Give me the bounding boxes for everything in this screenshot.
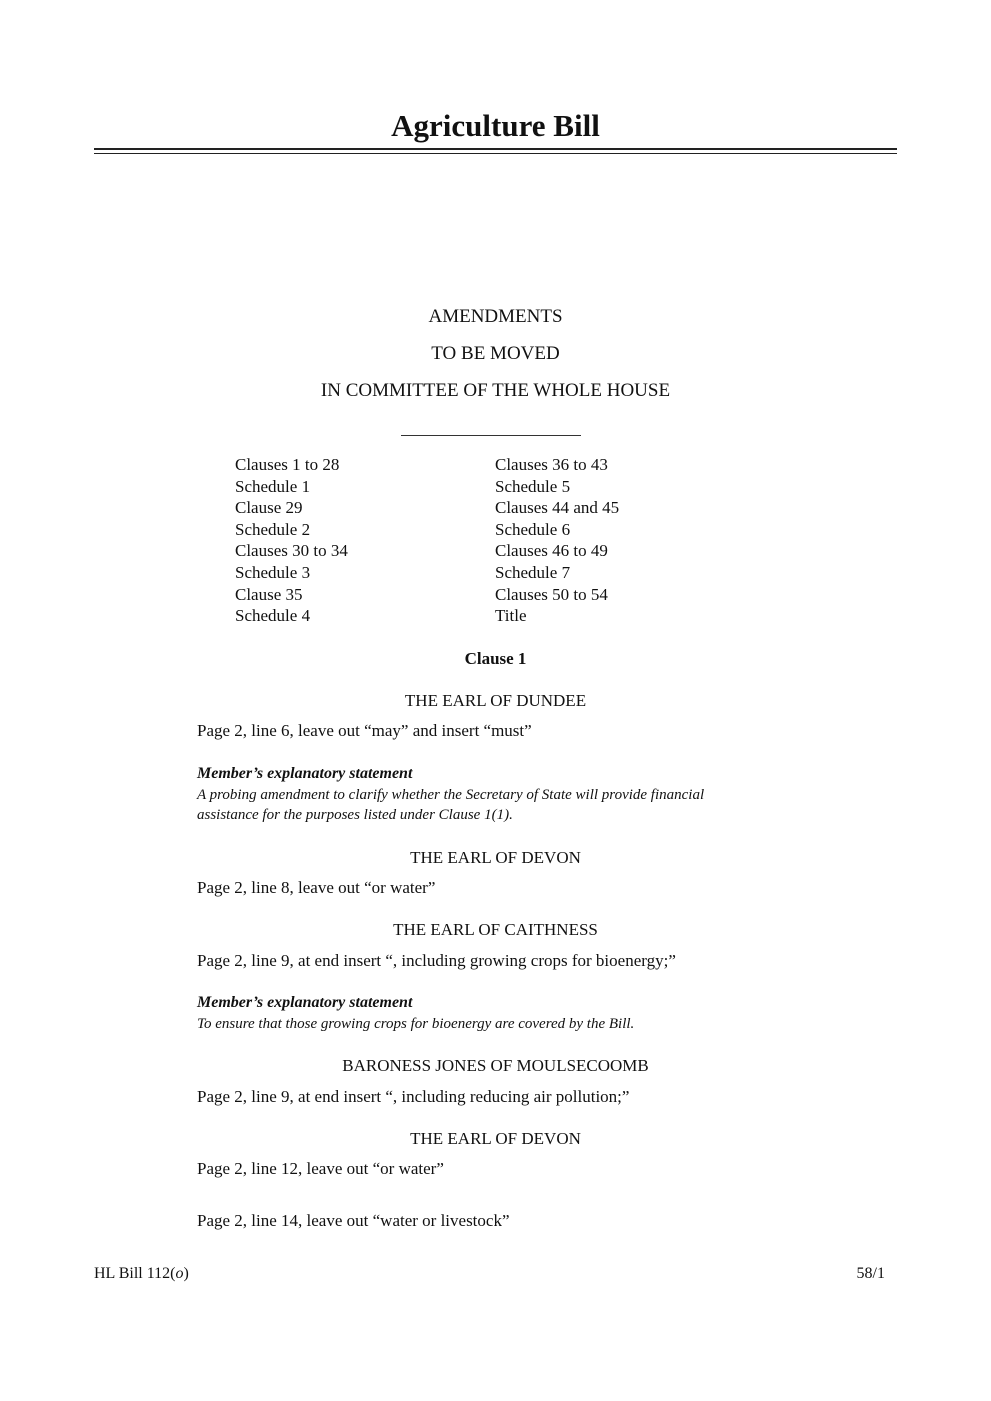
contents-item: Clauses 46 to 49 xyxy=(495,541,608,561)
amendment-text: Page 2, line 9, at end insert “, including growing crops for bioenergy;” xyxy=(197,951,676,970)
contents-item: Schedule 3 xyxy=(235,562,311,582)
title-rule-thick xyxy=(94,148,897,150)
amendment-mover: BARONESS JONES OF MOULSECOOMB xyxy=(342,1056,649,1075)
section-divider xyxy=(401,435,581,436)
amendment-text: Page 2, line 14, leave out “water or livestock” xyxy=(197,1211,510,1230)
amendment-text: Page 2, line 6, leave out “may” and insert “must” xyxy=(197,721,532,740)
contents-right-column xyxy=(495,454,619,627)
document-title: Agriculture Bill xyxy=(391,108,600,143)
page-reference: 58/1 xyxy=(856,1265,885,1282)
heading-line-amendments: AMENDMENTS xyxy=(428,306,563,327)
amendment-mover: THE EARL OF DEVON xyxy=(410,1129,581,1148)
amendment-text: Page 2, line 12, leave out “or water” xyxy=(197,1159,444,1178)
explanatory-statement-line: A probing amendment to clarify whether the Secretary of State will provide financial xyxy=(197,787,705,803)
explanatory-statement-line: To ensure that those growing crops for bioenergy are covered by the Bill. xyxy=(197,1016,635,1032)
contents-item: Clauses 36 to 43 xyxy=(495,455,608,474)
contents-left-column xyxy=(235,454,348,627)
amendment-mover: THE EARL OF DUNDEE xyxy=(404,691,587,710)
contents-item: Schedule 4 xyxy=(235,606,311,626)
amendment-mover: THE EARL OF DEVON xyxy=(410,848,581,867)
amendment-text: Page 2, line 9, at end insert “, including reducing air pollution;” xyxy=(197,1087,630,1106)
bill-reference xyxy=(94,1263,189,1285)
contents-item: Schedule 1 xyxy=(235,476,311,496)
contents-item: Clauses 30 to 34 xyxy=(235,541,348,561)
contents-item: Schedule 7 xyxy=(495,562,571,582)
amendment-text: Page 2, line 8, leave out “or water” xyxy=(197,878,436,897)
amendment-mover: THE EARL OF CAITHNESS xyxy=(393,920,598,939)
clause-heading: Clause 1 xyxy=(464,649,527,668)
contents-item: Clauses 44 and 45 xyxy=(495,498,620,518)
contents-item: Schedule 2 xyxy=(235,519,311,539)
explanatory-statement-heading: Member’s explanatory statement xyxy=(197,765,413,782)
contents-item: Clauses 1 to 28 xyxy=(235,455,340,474)
bill-reference-close: ) xyxy=(183,1265,189,1282)
contents-item: Clauses 50 to 54 xyxy=(495,584,608,604)
title-rule-thin xyxy=(94,153,897,154)
explanatory-statement-line: assistance for the purposes listed under Clause 1(1). xyxy=(197,807,513,823)
contents-item: Schedule 5 xyxy=(495,476,571,496)
bill-reference-suffix-letter: o xyxy=(175,1265,184,1282)
heading-line-committee: IN COMMITTEE OF THE WHOLE HOUSE xyxy=(320,380,671,401)
bill-reference-prefix: HL Bill 112( xyxy=(94,1265,176,1282)
heading-line-to-be-moved: TO BE MOVED xyxy=(431,343,560,364)
explanatory-statement-heading: Member’s explanatory statement xyxy=(197,994,413,1011)
contents-item: Clause 35 xyxy=(235,584,303,604)
contents-item: Clause 29 xyxy=(235,498,303,518)
contents-item: Title xyxy=(495,606,527,626)
contents-item: Schedule 6 xyxy=(495,519,571,539)
